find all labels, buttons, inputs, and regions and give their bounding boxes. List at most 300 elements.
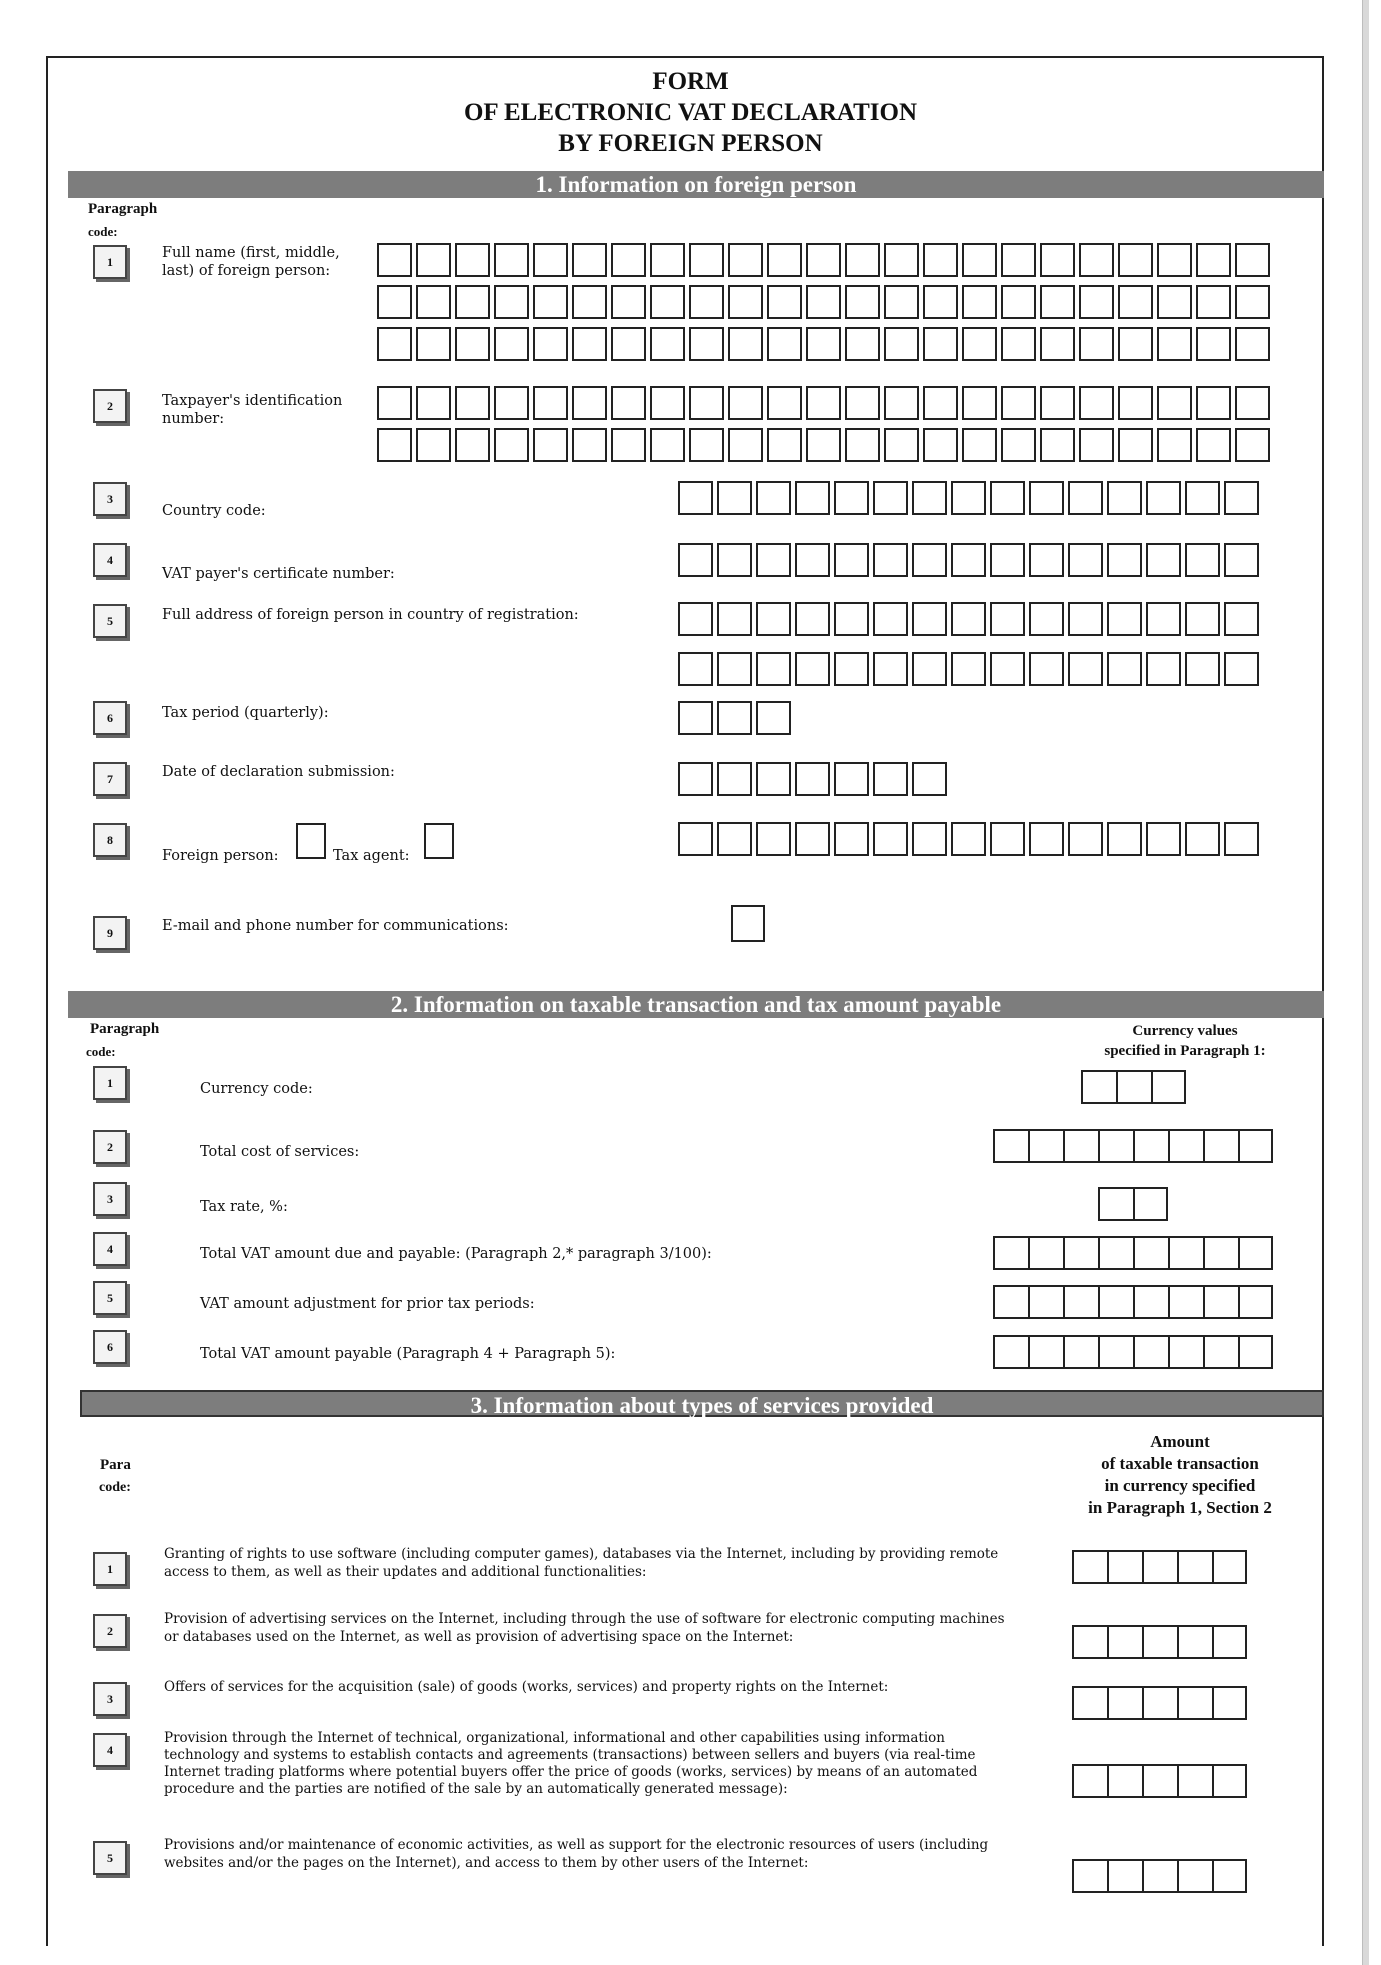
- input-cell[interactable]: [767, 327, 802, 361]
- input-cell[interactable]: [650, 285, 685, 319]
- input-cell[interactable]: [873, 822, 908, 856]
- input-cell[interactable]: [1235, 327, 1270, 361]
- input-cell[interactable]: [993, 1236, 1028, 1270]
- input-cell[interactable]: [1151, 1070, 1186, 1104]
- s1-code-2: 2: [93, 389, 127, 423]
- input-cell[interactable]: [1107, 1625, 1142, 1659]
- input-cell[interactable]: [1235, 285, 1270, 319]
- s1-label-full-address: Full address of foreign person in country of registration:: [162, 607, 579, 623]
- input-cell[interactable]: [1079, 327, 1114, 361]
- input-cell[interactable]: [416, 428, 451, 462]
- input-cell[interactable]: [1068, 481, 1103, 515]
- input-cell[interactable]: [1203, 1129, 1238, 1163]
- input-cell[interactable]: [990, 652, 1025, 686]
- vat-certificate-input[interactable]: [678, 543, 1263, 577]
- input-cell[interactable]: [806, 428, 841, 462]
- full-name-input-row-3[interactable]: [377, 327, 1274, 361]
- input-cell[interactable]: [717, 543, 752, 577]
- input-cell[interactable]: [873, 543, 908, 577]
- section-1-paragraph-label: Paragraph: [88, 201, 158, 217]
- input-cell[interactable]: [1212, 1764, 1247, 1798]
- input-cell[interactable]: [1068, 602, 1103, 636]
- input-cell[interactable]: [912, 822, 947, 856]
- input-cell[interactable]: [572, 386, 607, 420]
- input-cell[interactable]: [1072, 1550, 1107, 1584]
- input-cell[interactable]: [1107, 481, 1142, 515]
- input-cell[interactable]: [650, 327, 685, 361]
- s2-code-5: 5: [93, 1281, 127, 1315]
- input-cell[interactable]: [1068, 652, 1103, 686]
- input-cell[interactable]: [416, 327, 451, 361]
- input-cell[interactable]: [951, 822, 986, 856]
- input-cell[interactable]: [1177, 1764, 1212, 1798]
- input-cell[interactable]: [756, 652, 791, 686]
- tax-rate-input[interactable]: [1098, 1187, 1168, 1221]
- input-cell[interactable]: [923, 428, 958, 462]
- input-cell[interactable]: [795, 652, 830, 686]
- input-cell[interactable]: [1224, 602, 1259, 636]
- input-cell[interactable]: [884, 428, 919, 462]
- input-cell[interactable]: [572, 285, 607, 319]
- input-cell[interactable]: [1040, 243, 1075, 277]
- input-cell[interactable]: [912, 652, 947, 686]
- input-cell[interactable]: [1157, 285, 1192, 319]
- input-cell[interactable]: [845, 327, 880, 361]
- input-cell[interactable]: [717, 481, 752, 515]
- input-cell[interactable]: [1238, 1335, 1273, 1369]
- input-cell[interactable]: [689, 386, 724, 420]
- input-cell[interactable]: [962, 386, 997, 420]
- s2-label-total-vat-due: Total VAT amount due and payable: (Paragraph 2,* paragraph 3/100):: [200, 1246, 712, 1262]
- section-2-code-label: code:: [86, 1044, 116, 1059]
- input-cell[interactable]: [923, 386, 958, 420]
- foreign-person-id-input[interactable]: [678, 822, 1263, 856]
- input-cell[interactable]: [1107, 602, 1142, 636]
- input-cell[interactable]: [951, 652, 986, 686]
- input-cell[interactable]: [1142, 1764, 1177, 1798]
- input-cell[interactable]: [912, 762, 947, 796]
- input-cell[interactable]: [1168, 1129, 1203, 1163]
- section-1-header: 1. Information on foreign person: [68, 171, 1324, 198]
- input-cell[interactable]: [1001, 327, 1036, 361]
- input-cell[interactable]: [533, 327, 568, 361]
- input-cell[interactable]: [494, 386, 529, 420]
- economic-activities-amount-input[interactable]: [1072, 1859, 1247, 1893]
- full-name-input-row-1[interactable]: [377, 243, 1274, 277]
- input-cell[interactable]: [1029, 602, 1064, 636]
- input-cell[interactable]: [767, 243, 802, 277]
- input-cell[interactable]: [717, 822, 752, 856]
- trading-platforms-amount-input[interactable]: [1072, 1764, 1247, 1798]
- input-cell[interactable]: [962, 285, 997, 319]
- input-cell[interactable]: [756, 822, 791, 856]
- input-cell[interactable]: [795, 762, 830, 796]
- input-cell[interactable]: [1107, 822, 1142, 856]
- input-cell[interactable]: [1029, 652, 1064, 686]
- input-cell[interactable]: [1203, 1285, 1238, 1319]
- input-cell[interactable]: [1118, 285, 1153, 319]
- input-cell[interactable]: [756, 481, 791, 515]
- input-cell[interactable]: [377, 243, 412, 277]
- input-cell[interactable]: [1029, 543, 1064, 577]
- total-vat-payable-input[interactable]: [993, 1335, 1273, 1369]
- input-cell[interactable]: [455, 386, 490, 420]
- input-cell[interactable]: [845, 428, 880, 462]
- input-cell[interactable]: [1001, 428, 1036, 462]
- input-cell[interactable]: [1040, 327, 1075, 361]
- input-cell[interactable]: [1072, 1625, 1107, 1659]
- input-cell[interactable]: [1028, 1335, 1063, 1369]
- input-cell[interactable]: [728, 327, 763, 361]
- input-cell[interactable]: [1142, 1686, 1177, 1720]
- input-cell[interactable]: [533, 243, 568, 277]
- input-cell[interactable]: [455, 243, 490, 277]
- input-cell[interactable]: [1146, 822, 1181, 856]
- input-cell[interactable]: [1146, 543, 1181, 577]
- total-cost-input[interactable]: [993, 1129, 1273, 1163]
- input-cell[interactable]: [728, 386, 763, 420]
- input-cell[interactable]: [1040, 386, 1075, 420]
- input-cell[interactable]: [993, 1335, 1028, 1369]
- input-cell[interactable]: [756, 543, 791, 577]
- input-cell[interactable]: [1040, 428, 1075, 462]
- input-cell[interactable]: [728, 285, 763, 319]
- input-cell[interactable]: [455, 327, 490, 361]
- input-cell[interactable]: [962, 243, 997, 277]
- input-cell[interactable]: [1107, 652, 1142, 686]
- input-cell[interactable]: [1185, 602, 1220, 636]
- input-cell[interactable]: [650, 243, 685, 277]
- input-cell[interactable]: [1196, 386, 1231, 420]
- input-cell[interactable]: [1079, 428, 1114, 462]
- input-cell[interactable]: [834, 822, 869, 856]
- input-cell[interactable]: [1107, 1550, 1142, 1584]
- input-cell[interactable]: [1118, 428, 1153, 462]
- input-cell[interactable]: [689, 243, 724, 277]
- input-cell[interactable]: [1177, 1625, 1212, 1659]
- input-cell[interactable]: [678, 762, 713, 796]
- input-cell[interactable]: [678, 543, 713, 577]
- input-cell[interactable]: [728, 243, 763, 277]
- input-cell[interactable]: [806, 243, 841, 277]
- input-cell[interactable]: [951, 602, 986, 636]
- input-cell[interactable]: [494, 428, 529, 462]
- input-cell[interactable]: [611, 285, 646, 319]
- input-cell[interactable]: [1001, 285, 1036, 319]
- input-cell[interactable]: [611, 243, 646, 277]
- foreign-person-checkbox[interactable]: [296, 823, 326, 859]
- input-cell[interactable]: [1196, 327, 1231, 361]
- input-cell[interactable]: [1238, 1129, 1273, 1163]
- input-cell[interactable]: [1146, 652, 1181, 686]
- input-cell[interactable]: [1196, 243, 1231, 277]
- input-cell[interactable]: [1224, 652, 1259, 686]
- goods-acquisition-amount-input[interactable]: [1072, 1686, 1247, 1720]
- input-cell[interactable]: [834, 481, 869, 515]
- input-cell[interactable]: [1028, 1285, 1063, 1319]
- input-cell[interactable]: [1177, 1550, 1212, 1584]
- input-cell[interactable]: [962, 327, 997, 361]
- input-cell[interactable]: [1235, 428, 1270, 462]
- input-cell[interactable]: [912, 543, 947, 577]
- input-cell[interactable]: [1185, 652, 1220, 686]
- input-cell[interactable]: [377, 327, 412, 361]
- tax-agent-checkbox[interactable]: [424, 823, 454, 859]
- input-cell[interactable]: [806, 285, 841, 319]
- input-cell[interactable]: [834, 652, 869, 686]
- address-input-row-2[interactable]: [678, 652, 1263, 686]
- input-cell[interactable]: [1224, 543, 1259, 577]
- s1-label-taxpayer-id: Taxpayer's identification number:: [162, 393, 343, 427]
- input-cell[interactable]: [1142, 1625, 1177, 1659]
- input-cell[interactable]: [1098, 1236, 1133, 1270]
- input-cell[interactable]: [717, 701, 752, 735]
- input-cell[interactable]: [678, 481, 713, 515]
- input-cell[interactable]: [1224, 822, 1259, 856]
- input-cell[interactable]: [728, 428, 763, 462]
- input-cell[interactable]: [873, 602, 908, 636]
- email-phone-input[interactable]: [731, 905, 765, 942]
- input-cell[interactable]: [1107, 1686, 1142, 1720]
- input-cell[interactable]: [650, 428, 685, 462]
- input-cell[interactable]: [1177, 1686, 1212, 1720]
- input-cell[interactable]: [1098, 1335, 1133, 1369]
- input-cell[interactable]: [884, 285, 919, 319]
- input-cell[interactable]: [990, 822, 1025, 856]
- input-cell[interactable]: [1157, 243, 1192, 277]
- input-cell[interactable]: [1029, 481, 1064, 515]
- section-3-header: 3. Information about types of services provided: [80, 1390, 1324, 1417]
- input-cell[interactable]: [845, 243, 880, 277]
- input-cell[interactable]: [1118, 243, 1153, 277]
- input-cell[interactable]: [1235, 243, 1270, 277]
- input-cell[interactable]: [1203, 1335, 1238, 1369]
- input-cell[interactable]: [1107, 1764, 1142, 1798]
- currency-code-input[interactable]: [1081, 1070, 1186, 1104]
- input-cell[interactable]: [990, 481, 1025, 515]
- advertising-amount-input[interactable]: [1072, 1625, 1247, 1659]
- input-cell[interactable]: [1212, 1686, 1247, 1720]
- input-cell[interactable]: [806, 386, 841, 420]
- input-cell[interactable]: [1072, 1686, 1107, 1720]
- input-cell[interactable]: [795, 543, 830, 577]
- input-cell[interactable]: [1118, 386, 1153, 420]
- input-cell[interactable]: [1196, 285, 1231, 319]
- input-cell[interactable]: [1185, 543, 1220, 577]
- input-cell[interactable]: [1168, 1335, 1203, 1369]
- input-cell[interactable]: [717, 762, 752, 796]
- input-cell[interactable]: [1072, 1764, 1107, 1798]
- input-cell[interactable]: [1168, 1285, 1203, 1319]
- submission-date-input[interactable]: [678, 762, 951, 796]
- input-cell[interactable]: [1107, 1859, 1142, 1893]
- taxpayer-id-input-row-1[interactable]: [377, 386, 1274, 420]
- input-cell[interactable]: [756, 602, 791, 636]
- input-cell[interactable]: [1068, 822, 1103, 856]
- tax-period-input[interactable]: [678, 701, 795, 735]
- input-cell[interactable]: [1212, 1550, 1247, 1584]
- input-cell[interactable]: [1224, 481, 1259, 515]
- input-cell[interactable]: [1157, 327, 1192, 361]
- input-cell[interactable]: [912, 481, 947, 515]
- input-cell[interactable]: [678, 822, 713, 856]
- input-cell[interactable]: [1118, 327, 1153, 361]
- input-cell[interactable]: [416, 386, 451, 420]
- input-cell[interactable]: [1028, 1236, 1063, 1270]
- input-cell[interactable]: [678, 652, 713, 686]
- input-cell[interactable]: [1072, 1859, 1107, 1893]
- input-cell[interactable]: [993, 1285, 1028, 1319]
- input-cell[interactable]: [1212, 1859, 1247, 1893]
- address-input-row-1[interactable]: [678, 602, 1263, 636]
- input-cell[interactable]: [1063, 1236, 1098, 1270]
- input-cell[interactable]: [1068, 543, 1103, 577]
- input-cell[interactable]: [1133, 1129, 1168, 1163]
- input-cell[interactable]: [1133, 1187, 1168, 1221]
- input-cell[interactable]: [1079, 386, 1114, 420]
- total-vat-due-input[interactable]: [993, 1236, 1273, 1270]
- input-cell[interactable]: [689, 285, 724, 319]
- input-cell[interactable]: [572, 327, 607, 361]
- input-cell[interactable]: [1001, 386, 1036, 420]
- input-cell[interactable]: [1098, 1187, 1133, 1221]
- input-cell[interactable]: [377, 428, 412, 462]
- input-cell[interactable]: [884, 243, 919, 277]
- input-cell[interactable]: [533, 386, 568, 420]
- input-cell[interactable]: [1238, 1285, 1273, 1319]
- section-3-para-label: Para: [100, 1457, 131, 1473]
- input-cell[interactable]: [377, 386, 412, 420]
- input-cell[interactable]: [416, 243, 451, 277]
- input-cell[interactable]: [611, 428, 646, 462]
- input-cell[interactable]: [1098, 1129, 1133, 1163]
- taxpayer-id-input-row-2[interactable]: [377, 428, 1274, 462]
- input-cell[interactable]: [912, 602, 947, 636]
- input-cell[interactable]: [572, 243, 607, 277]
- input-cell[interactable]: [873, 762, 908, 796]
- input-cell[interactable]: [689, 428, 724, 462]
- input-cell[interactable]: [1157, 428, 1192, 462]
- vat-adjustment-input[interactable]: [993, 1285, 1273, 1319]
- input-cell[interactable]: [884, 386, 919, 420]
- input-cell[interactable]: [923, 285, 958, 319]
- input-cell[interactable]: [533, 428, 568, 462]
- input-cell[interactable]: [951, 481, 986, 515]
- input-cell[interactable]: [834, 762, 869, 796]
- input-cell[interactable]: [572, 428, 607, 462]
- input-cell[interactable]: [416, 285, 451, 319]
- s1-label-tax-agent: Tax agent:: [333, 848, 410, 864]
- input-cell[interactable]: [873, 481, 908, 515]
- input-cell[interactable]: [1079, 243, 1114, 277]
- input-cell[interactable]: [1235, 386, 1270, 420]
- input-cell[interactable]: [689, 327, 724, 361]
- input-cell[interactable]: [962, 428, 997, 462]
- input-cell[interactable]: [494, 285, 529, 319]
- input-cell[interactable]: [1081, 1070, 1116, 1104]
- input-cell[interactable]: [1185, 481, 1220, 515]
- input-cell[interactable]: [1001, 243, 1036, 277]
- input-cell[interactable]: [834, 602, 869, 636]
- input-cell[interactable]: [767, 285, 802, 319]
- input-cell[interactable]: [377, 285, 412, 319]
- input-cell[interactable]: [1177, 1859, 1212, 1893]
- input-cell[interactable]: [494, 327, 529, 361]
- input-cell[interactable]: [1028, 1129, 1063, 1163]
- input-cell[interactable]: [951, 543, 986, 577]
- input-cell[interactable]: [1212, 1625, 1247, 1659]
- input-cell[interactable]: [1063, 1335, 1098, 1369]
- input-cell[interactable]: [717, 652, 752, 686]
- input-cell[interactable]: [795, 822, 830, 856]
- input-cell[interactable]: [1168, 1236, 1203, 1270]
- input-cell[interactable]: [990, 543, 1025, 577]
- input-cell[interactable]: [845, 285, 880, 319]
- software-rights-amount-input[interactable]: [1072, 1550, 1247, 1584]
- input-cell[interactable]: [1157, 386, 1192, 420]
- input-cell[interactable]: [795, 481, 830, 515]
- input-cell[interactable]: [1098, 1285, 1133, 1319]
- input-cell[interactable]: [845, 386, 880, 420]
- input-cell[interactable]: [650, 386, 685, 420]
- input-cell[interactable]: [1029, 822, 1064, 856]
- input-cell[interactable]: [795, 602, 830, 636]
- input-cell[interactable]: [1063, 1285, 1098, 1319]
- input-cell[interactable]: [923, 243, 958, 277]
- input-cell[interactable]: [611, 386, 646, 420]
- input-cell[interactable]: [1063, 1129, 1098, 1163]
- input-cell[interactable]: [1146, 602, 1181, 636]
- input-cell[interactable]: [990, 602, 1025, 636]
- input-cell[interactable]: [767, 386, 802, 420]
- input-cell[interactable]: [756, 762, 791, 796]
- input-cell[interactable]: [923, 327, 958, 361]
- full-name-input-row-2[interactable]: [377, 285, 1274, 319]
- input-cell[interactable]: [1079, 285, 1114, 319]
- input-cell[interactable]: [678, 701, 713, 735]
- input-cell[interactable]: [1142, 1550, 1177, 1584]
- input-cell[interactable]: [1142, 1859, 1177, 1893]
- input-cell[interactable]: [993, 1129, 1028, 1163]
- input-cell[interactable]: [611, 327, 646, 361]
- input-cell[interactable]: [455, 285, 490, 319]
- input-cell[interactable]: [1133, 1285, 1168, 1319]
- input-cell[interactable]: [834, 543, 869, 577]
- input-cell[interactable]: [1196, 428, 1231, 462]
- input-cell[interactable]: [494, 243, 529, 277]
- input-cell[interactable]: [533, 285, 568, 319]
- input-cell[interactable]: [756, 701, 791, 735]
- input-cell[interactable]: [455, 428, 490, 462]
- input-cell[interactable]: [1040, 285, 1075, 319]
- input-cell[interactable]: [1133, 1335, 1168, 1369]
- scrollbar[interactable]: [1362, 0, 1369, 1965]
- input-cell[interactable]: [1203, 1236, 1238, 1270]
- country-code-input[interactable]: [678, 481, 1263, 515]
- input-cell[interactable]: [884, 327, 919, 361]
- input-cell[interactable]: [767, 428, 802, 462]
- input-cell[interactable]: [1107, 543, 1142, 577]
- input-cell[interactable]: [678, 602, 713, 636]
- input-cell[interactable]: [1116, 1070, 1151, 1104]
- input-cell[interactable]: [1146, 481, 1181, 515]
- input-cell[interactable]: [1238, 1236, 1273, 1270]
- input-cell[interactable]: [873, 652, 908, 686]
- input-cell[interactable]: [717, 602, 752, 636]
- input-cell[interactable]: [806, 327, 841, 361]
- input-cell[interactable]: [1185, 822, 1220, 856]
- input-cell[interactable]: [1133, 1236, 1168, 1270]
